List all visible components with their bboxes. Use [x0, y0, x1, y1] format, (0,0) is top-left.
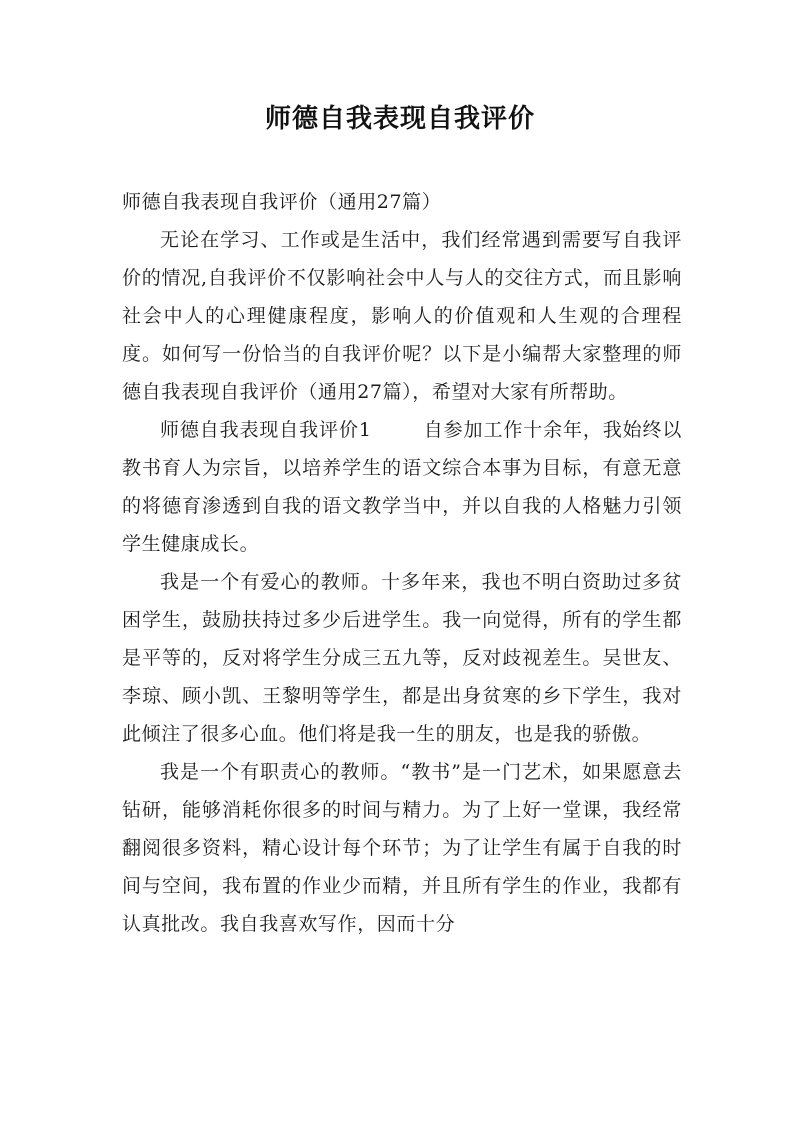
- document-title: 师德自我表现自我评价: [264, 104, 535, 134]
- section-1-text: 自参加工作十余年，我始终以教书育人为宗旨，以培养学生的语文综合本事为目标，有意无意的将德育渗透到自我的语文教学当中，并以自我的人格魅力引领学生健康成长。: [122, 419, 682, 555]
- document-body: [122, 183, 682, 943]
- paragraph-responsible-teacher: 我是一个有职责心的教师。“教书”是一门艺术，如果愿意去钻研，能够消耗你很多的时间与精力。为了上好一堂课，我经常翻阅很多资料，精心设计每个环节；为了让学生有属于自我的时间与空间，我布置的作业少而精，并且所有学生的作业，我都有认真批改。我自我喜欢写作，因而十分: [122, 761, 682, 935]
- section-1-paragraph: [122, 411, 682, 563]
- section-1-heading: 师德自我表现自我评价1: [160, 419, 372, 441]
- paragraph-caring-teacher: 我是一个有爱心的教师。十多年来，我也不明白资助过多贫困学生，鼓励扶持过多少后进学生。我一向觉得，所有的学生都是平等的，反对将学生分成三五九等，反对歧视差生。吴世友、李琼、顾小凯、王黎明等学生，都是出身贫寒的乡下学生，我对此倾注了很多心血。他们将是我一生的朋友，也是我的骄傲。: [122, 571, 682, 745]
- document-subtitle: 师德自我表现自我评价（通用27篇）: [122, 191, 442, 213]
- intro-paragraph: 无论在学习、工作或是生活中，我们经常遇到需要写自我评价的情况,自我评价不仅影响社会中人与人的交往方式，而且影响社会中人的心理健康程度，影响人的价值观和人生观的合理程度。如何写一份恰当的自我评价呢？以下是小编帮大家整理的师德自我表现自我评价（通用27篇），希望对大家有所帮助。: [122, 229, 682, 403]
